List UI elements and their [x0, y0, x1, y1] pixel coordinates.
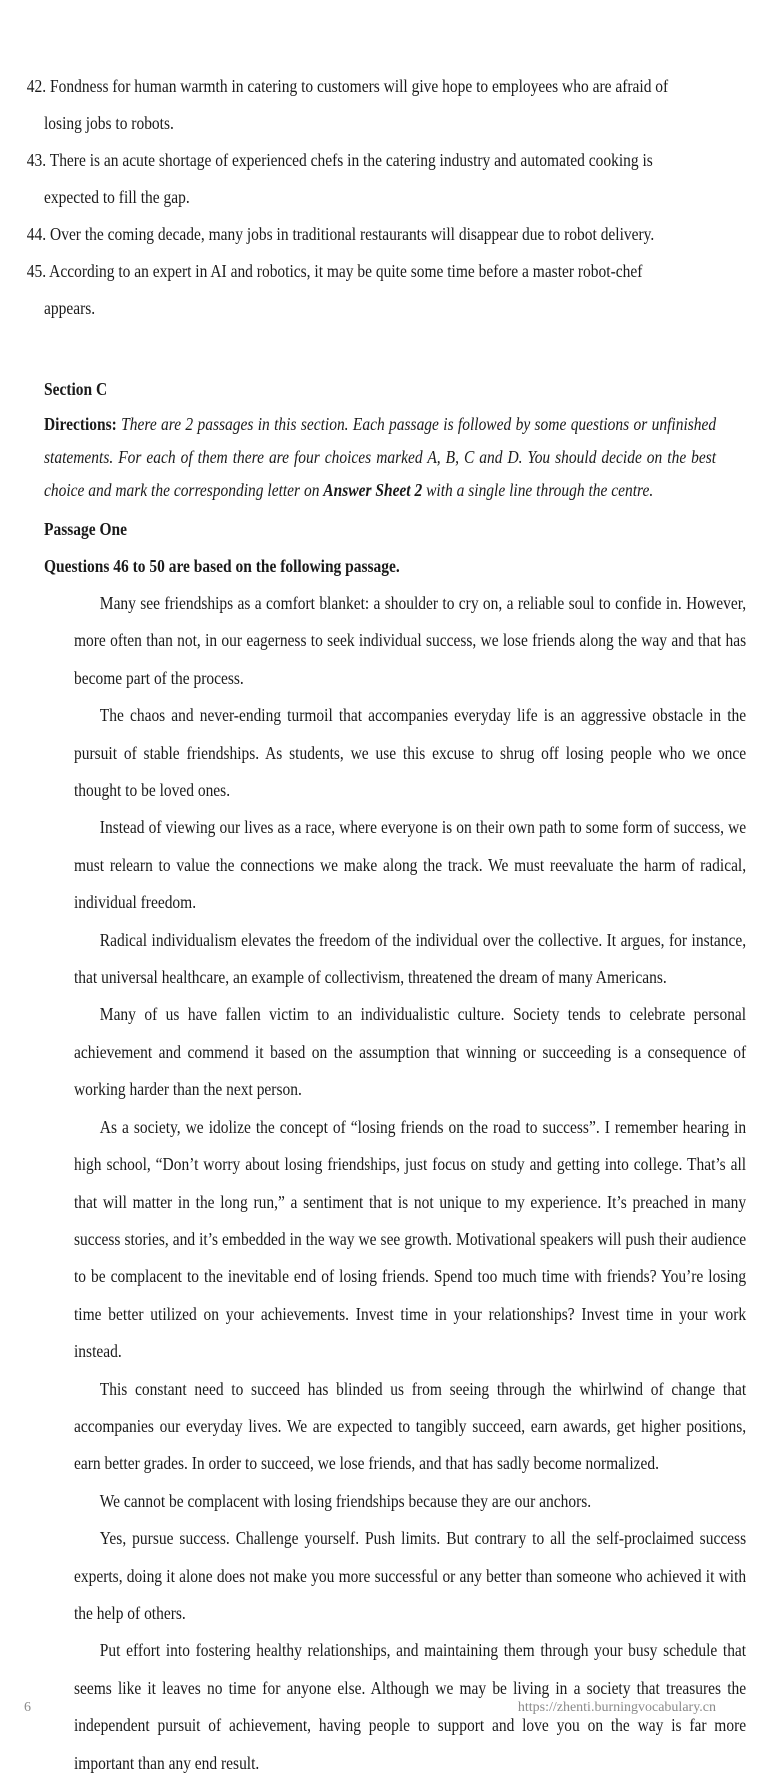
statement-item: 45. According to an expert in AI and robotics, it may be quite some time before a master robot-chef appears.	[26, 261, 643, 318]
passage-paragraph: As a society, we idolize the concept of “losing friends on the road to success”. I remember hearing in high school, “Don’t worry about losing friendships, just focus on study and getting into college. That’s all that will matter in the long run,” a sentiment that is not unique to my experience. It’s preached in many success stories, and it’s embedded in the way we see growth. Motivational speakers will push their audience to be complacent to the inevitable end of losing friends. Spend too much time with friends? You’re losing time better utilized on your achievements. Invest time in your relationships? Invest time in your work instead.	[74, 1116, 747, 1362]
passage-paragraph: Yes, pursue success. Challenge yourself. Push limits. But contrary to all the self-proclaimed success experts, doing it alone does not make you more successful or any better than someone who achieved it with the help of others.	[74, 1528, 747, 1623]
passage-paragraph: Put effort into fostering healthy relationships, and maintaining them through your busy schedule that seems like it leaves no time for anyone else. Although we may be living in a society that treasures the independent pursuit of achievement, having people to support and love you on the way is far more important than any end result.	[74, 1640, 747, 1773]
directions-lead: Directions:	[44, 414, 117, 434]
passage-title: Passage One	[44, 519, 127, 539]
passage-paragraph: Instead of viewing our lives as a race, where everyone is on their own path to some form of success, we must relearn to value the connections we make along the track. We must reevaluate the harm of radical, individual freedom.	[74, 817, 747, 913]
passage-paragraph: The chaos and never-ending turmoil that accompanies everyday life is an aggressive obstacle in the pursuit of stable friendships. As students, we use this excuse to shrug off losing people who we once thought to be loved ones.	[74, 705, 747, 801]
passage-paragraph: Many of us have fallen victim to an individualistic culture. Society tends to celebrate personal achievement and commend it based on the assumption that winning or succeeding is a consequence of working harder than the next person.	[74, 1004, 747, 1100]
page-number: 6	[24, 1700, 31, 1715]
passage-body	[44, 585, 747, 1782]
passage-paragraph: Many see friendships as a comfort blanket: a shoulder to cry on, a reliable soul to confide in. However, more often than not, in our eagerness to seek individual success, we lose friends along the way and that has become part of the process.	[74, 593, 747, 688]
passage-paragraph: We cannot be complacent with losing friendships because they are our anchors.	[99, 1490, 592, 1511]
document-page	[26, 68, 747, 1782]
directions-tail: with a single line through the centre.	[426, 480, 654, 500]
statement-item: 42. Fondness for human warmth in catering to customers will give hope to employees who are afraid of losing jobs to robots.	[26, 76, 669, 133]
statement-item: 44. Over the coming decade, many jobs in traditional restaurants will disappear due to robot delivery.	[26, 224, 655, 244]
passage-paragraph: Radical individualism elevates the freedom of the individual over the collective. It argues, for instance, that universal healthcare, an example of collectivism, threatened the dream of many Americans.	[74, 929, 747, 988]
directions-body: There are 2 passages in this section. Each passage is followed by some questions or unfinished statements. For each of them there are four choices marked A, B, C and D. You should decide on the best choice and mark the corresponding letter on	[44, 414, 717, 500]
directions-answer-sheet: Answer Sheet 2	[323, 480, 423, 500]
footer-url[interactable]: https://zhenti.burningvocabulary.cn	[517, 1700, 716, 1715]
passage-questions-note: Questions 46 to 50 are based on the following passage.	[44, 556, 400, 576]
passage-paragraph: This constant need to succeed has blinded us from seeing through the whirlwind of change that accompanies our everyday lives. We are expected to tangibly succeed, earn awards, get higher positions, earn better grades. In order to succeed, we lose friends, and that has sadly become normalized.	[74, 1378, 747, 1474]
section-title: Section C	[44, 379, 108, 399]
section-directions	[44, 408, 716, 507]
statement-item: 43. There is an acute shortage of experienced chefs in the catering industry and automated cooking is expected to fill the gap.	[26, 150, 653, 207]
statement-list	[26, 68, 716, 327]
